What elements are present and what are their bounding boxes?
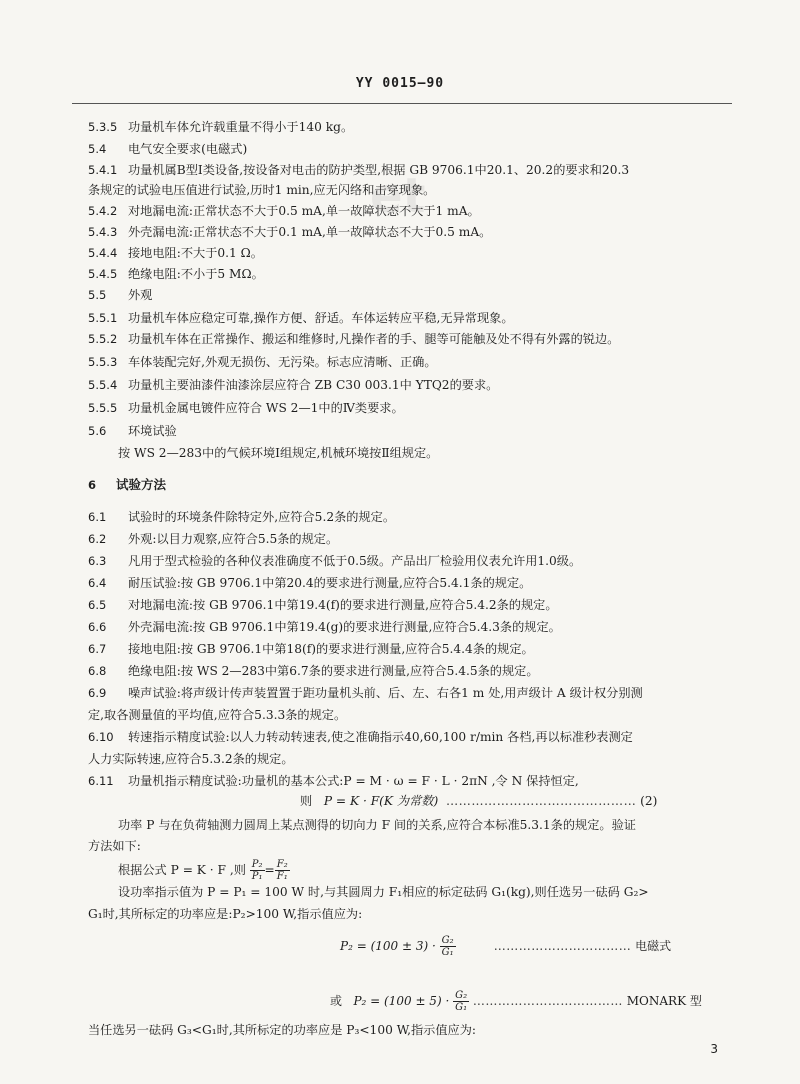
clause-number: 5.5.5	[88, 401, 118, 415]
clause-text: 车体装配完好,外观无损伤、无污染。标志应清晰、正确。	[128, 355, 437, 369]
clause-number: 6.2	[88, 532, 107, 546]
clause-line	[88, 729, 633, 745]
clause-text: 功量机指示精度试验:功量机的基本公式:P = M · ω = F · L · 2πN ,令 N 保持恒定,	[128, 774, 579, 788]
clause-line	[88, 141, 247, 157]
clause-line	[88, 509, 395, 525]
clause-number: 6.7	[88, 642, 107, 656]
clause-number: 5.4.4	[88, 246, 118, 260]
clause-text: 噪声试验:将声级计传声装置置于距功量机头前、后、左、右各1 m 处,用声级计 A 级计权分别测	[128, 686, 643, 700]
clause-text: 环境试验	[128, 424, 177, 438]
paragraph: 当任选另一砝码 G₃<G₁时,其所标定的功率应是 P₃<100 W,指示值应为:	[88, 1023, 477, 1037]
clause-number: 6.10	[88, 730, 114, 744]
clause-number: 5.5	[88, 288, 107, 302]
clause-text: 耐压试验:按 GB 9706.1中第20.4的要求进行测量,应符合5.4.1条的规定。	[128, 576, 532, 590]
clause-number: 6.9	[88, 686, 107, 700]
clause-text: 功量机属B型Ⅰ类设备,按设备对电击的防护类型,根据 GB 9706.1中20.1、20.2的要求和20.3	[128, 163, 630, 177]
clause-line	[88, 310, 514, 326]
clause-line	[88, 641, 534, 657]
clause-line	[88, 354, 437, 370]
section-title-text: 试验方法	[116, 477, 167, 492]
clause-text: 对地漏电流:正常状态不大于0.5 mA,单一故障状态不大于1 mA。	[128, 204, 480, 218]
header-rule	[72, 103, 732, 104]
clause-number: 6.8	[88, 664, 107, 678]
leader-dots: ………………………………………	[445, 794, 637, 808]
clause-number: 5.6	[88, 424, 107, 438]
clause-text: 功量机车体在正常操作、搬运和维修时,凡操作者的手、腿等可能触及处不得有外露的锐边。	[128, 332, 620, 346]
clause-number: 6.1	[88, 510, 107, 524]
clause-text: 人力实际转速,应符合5.3.2条的规定。	[88, 752, 294, 766]
clause-text: 接地电阻:不大于0.1 Ω。	[128, 246, 263, 260]
paragraph: 方法如下:	[88, 839, 141, 853]
clause-text: 凡用于型式检验的各种仪表准确度不低于0.5级。产品出厂检验用仪表允许用1.0级。	[128, 554, 582, 568]
paragraph: 设功率指示值为 P = P₁ = 100 W 时,与其圆周力 F₁相应的标定砝码 G₁(kg),则任选另一砝码 G₂>	[118, 885, 649, 899]
formula-lead: 则	[300, 794, 313, 808]
clause-line	[88, 685, 643, 701]
clause-line	[88, 553, 581, 569]
clause-text: 外观	[128, 288, 153, 302]
clause-number: 6.3	[88, 554, 107, 568]
clause-line	[88, 575, 531, 591]
clause-line	[118, 445, 438, 461]
clause-text: 功量机主要油漆件油漆涂层应符合 ZB C30 003.1中 YTQ2的要求。	[128, 378, 499, 392]
clause-number: 6.11	[88, 774, 114, 788]
clause-line	[88, 423, 177, 439]
formula-2: P = K · F(K 为常数)	[323, 794, 439, 808]
clause-line	[88, 377, 498, 393]
clause-text: 外观:以目力观察,应符合5.5条的规定。	[128, 532, 339, 546]
clause-line	[88, 119, 353, 135]
clause-number: 5.4.2	[88, 204, 118, 218]
equation-label: 电磁式	[635, 939, 672, 953]
clause-text: 按 WS 2—283中的气候环境Ⅰ组规定,机械环境按Ⅱ组规定。	[118, 446, 439, 460]
clause-line	[88, 400, 404, 416]
clause-line	[88, 773, 579, 789]
clause-text: 外壳漏电流:正常状态不大于0.1 mA,单一故障状态不大于0.5 mA。	[128, 225, 492, 239]
clause-text: 接地电阻:按 GB 9706.1中第18(f)的要求进行测量,应符合5.4.4条的规定。	[128, 642, 534, 656]
clause-number: 6.6	[88, 620, 107, 634]
clause-text: 转速指示精度试验:以人力转动转速表,使之准确指示40,60,100 r/min 各档,再以标准秒表测定	[128, 730, 633, 744]
clause-number: 5.5.1	[88, 311, 118, 325]
clause-line	[88, 266, 264, 282]
clause-number: 6.5	[88, 598, 107, 612]
clause-line	[88, 203, 480, 219]
fraction-f: $\frac{\text{F₂}}{\text{F₁}}$	[276, 859, 288, 882]
standard-code-header: YY 0015—90	[355, 76, 445, 91]
clause-text: 绝缘电阻:不小于5 MΩ。	[128, 267, 264, 281]
clause-line	[88, 331, 619, 347]
clause-line	[88, 707, 346, 723]
clause-line	[88, 287, 152, 303]
clause-line	[88, 224, 491, 240]
clause-line	[88, 663, 539, 679]
clause-line	[88, 182, 435, 198]
leader-dots: ……………………………	[493, 939, 632, 953]
clause-number: 5.5.2	[88, 332, 118, 346]
clause-text: 外壳漏电流:按 GB 9706.1中第19.4(g)的要求进行测量,应符合5.4.3条的规定。	[128, 620, 561, 634]
ratio-formula-line: 根据公式 P = K · F ,则 $\frac{\text{P₂}}{\text{P₁}}$ = $\frac{\text{F₂}}{\text{F₁}}$	[118, 859, 288, 882]
watermark: et	[370, 168, 426, 224]
fraction-p: $\frac{\text{P₂}}{\text{P₁}}$	[251, 859, 263, 882]
clause-text: 条规定的试验电压值进行试验,历时1 min,应无闪络和击穿现象。	[88, 183, 436, 197]
clause-text: 定,取各测量值的平均值,应符合5.3.3条的规定。	[88, 708, 347, 722]
clause-text: 功量机车体应稳定可靠,操作方便、舒适。车体运转应平稳,无异常现象。	[128, 311, 514, 325]
formula-2-line	[300, 793, 657, 809]
section-number: 6	[88, 478, 97, 492]
clause-line	[88, 751, 294, 767]
page-number: 3	[710, 1042, 718, 1056]
clause-number: 5.5.3	[88, 355, 118, 369]
clause-line	[88, 597, 558, 613]
equation-number: (2)	[640, 794, 658, 808]
clause-number: 5.4.3	[88, 225, 118, 239]
clause-number: 5.5.4	[88, 378, 118, 392]
clause-line	[88, 531, 338, 547]
clause-number: 5.4.5	[88, 267, 118, 281]
clause-line	[88, 245, 263, 261]
clause-line	[88, 162, 629, 178]
clause-text: 电气安全要求(电磁式)	[128, 142, 248, 156]
equation-monark: 或 P₂ = (100 ± 5) · $\frac{\text{G₂}}{\text{G₁}}$ ……………………………… MONARK 型	[330, 990, 702, 1013]
section-title	[88, 477, 166, 493]
clause-text: 绝缘电阻:按 WS 2—283中第6.7条的要求进行测量,应符合5.4.5条的规定。	[128, 664, 539, 678]
clause-number: 5.4.1	[88, 163, 118, 177]
clause-text: 试验时的环境条件除特定外,应符合5.2条的规定。	[128, 510, 396, 524]
equation-label: MONARK 型	[626, 994, 702, 1008]
clause-text: 功量机车体允许载重量不得小于140 kg。	[128, 120, 354, 134]
clause-text: 对地漏电流:按 GB 9706.1中第19.4(f)的要求进行测量,应符合5.4.2条的规定。	[128, 598, 558, 612]
clause-line	[88, 619, 561, 635]
equation-electromagnetic: P₂ = (100 ± 3) · $\frac{\text{G₂}}{\text{G₁}}$ …………………………… 电磁式	[340, 935, 672, 958]
leader-dots: ………………………………	[472, 994, 623, 1008]
clause-number: 5.4	[88, 142, 107, 156]
paragraph: G₁时,其所标定的功率应是:P₂>100 W,指示值应为:	[88, 907, 363, 921]
clause-number: 6.4	[88, 576, 107, 590]
clause-text: 功量机金属电镀件应符合 WS 2—1中的Ⅳ类要求。	[128, 401, 404, 415]
paragraph: 根据公式 P = K · F ,则	[118, 863, 246, 877]
clause-number: 5.3.5	[88, 120, 118, 134]
paragraph: 功率 P 与在负荷轴测力圆周上某点测得的切向力 F 间的关系,应符合本标准5.3.1条的规定。验证	[118, 818, 636, 832]
